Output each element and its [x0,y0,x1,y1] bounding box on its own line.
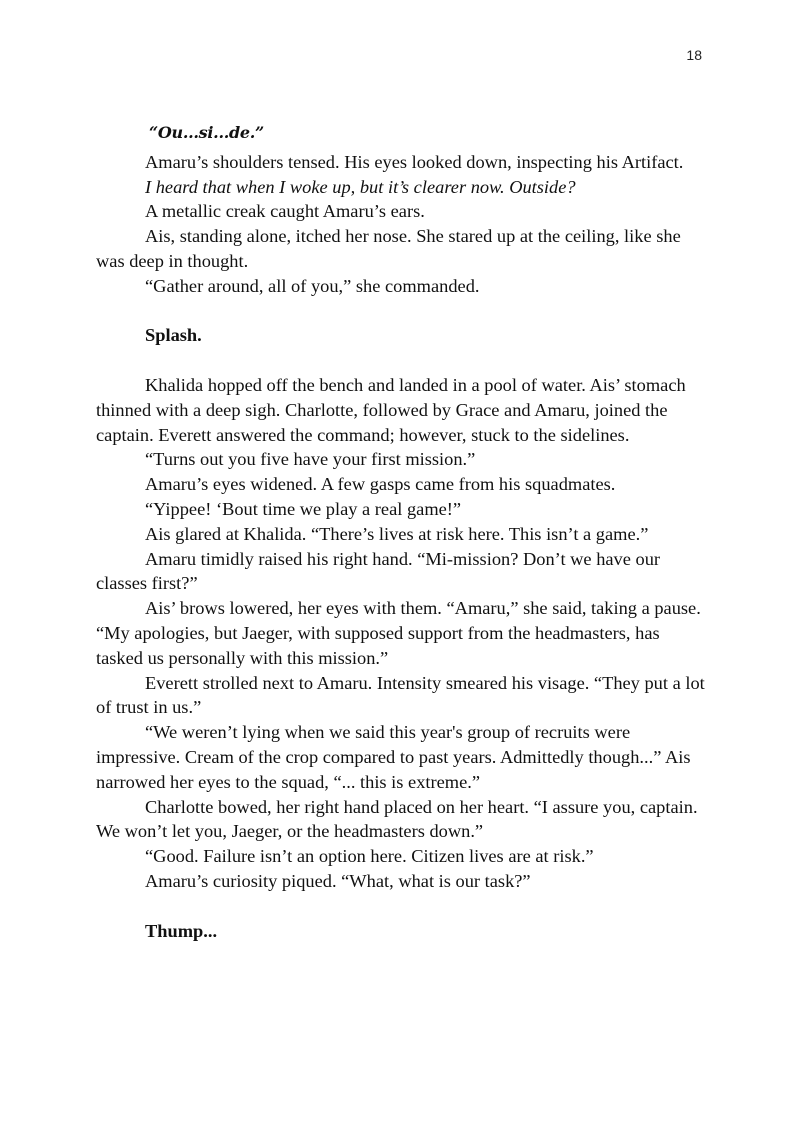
paragraph: Charlotte bowed, her right hand placed on her heart. “I assure you, captain. We won’t let you, Jaeger, or the headmasters down.” [96,796,698,842]
document-body [96,121,706,943]
paragraph: “Good. Failure isn’t an option here. Citizen lives are at risk.” [145,846,594,867]
blank-line [96,299,706,324]
paragraph: Amaru’s eyes widened. A few gasps came from his squadmates. [145,474,616,495]
paragraph: Amaru’s curiosity piqued. “What, what is our task?” [145,870,531,891]
paragraph: Amaru timidly raised his right hand. “Mi-mission? Don’t we have our classes first?” [96,548,661,594]
paragraph: “We weren’t lying when we said this year's group of recruits were impressive. Cream of the crop compared to past years. Admittedly though...” Ais narrowed her eyes to the squad, “... this is extreme.” [96,722,691,792]
sound-effect-heading: Splash. [145,325,202,346]
inner-thought-paragraph: I heard that when I woke up, but it’s clearer now. Outside? [145,176,576,197]
page-number: 18 [686,47,702,63]
paragraph: Everett strolled next to Amaru. Intensity smeared his visage. “They put a lot of trust in us.” [96,672,705,718]
paragraph: Ais, standing alone, itched her nose. She stared up at the ceiling, like she was deep in thought. [96,226,681,271]
paragraph: “Yippee! ‘Bout time we play a real game!” [145,498,462,519]
blank-line [96,348,706,373]
paragraph: “Gather around, all of you,” she commanded. [145,275,480,296]
paragraph: “Turns out you five have your first mission.” [145,449,476,470]
handwritten-dialogue: “Ou...si...de.” [149,123,264,142]
paragraph: Amaru’s shoulders tensed. His eyes looked down, inspecting his Artifact. [145,151,684,172]
paragraph: Ais’ brows lowered, her eyes with them. “Amaru,” she said, taking a pause. “My apologies, but Jaeger, with supposed support from the headmasters, has tasked us personally with this mission.” [96,598,701,668]
paragraph: A metallic creak caught Amaru’s ears. [145,201,425,222]
blank-line [96,894,706,919]
sound-effect-heading: Thump... [145,920,218,941]
paragraph: Ais glared at Khalida. “There’s lives at risk here. This isn’t a game.” [145,523,649,544]
paragraph: Khalida hopped off the bench and landed in a pool of water. Ais’ stomach thinned with a deep sigh. Charlotte, followed by Grace and Amaru, joined the captain. Everett answered the command; however, stuck to the sidelines. [96,374,686,445]
